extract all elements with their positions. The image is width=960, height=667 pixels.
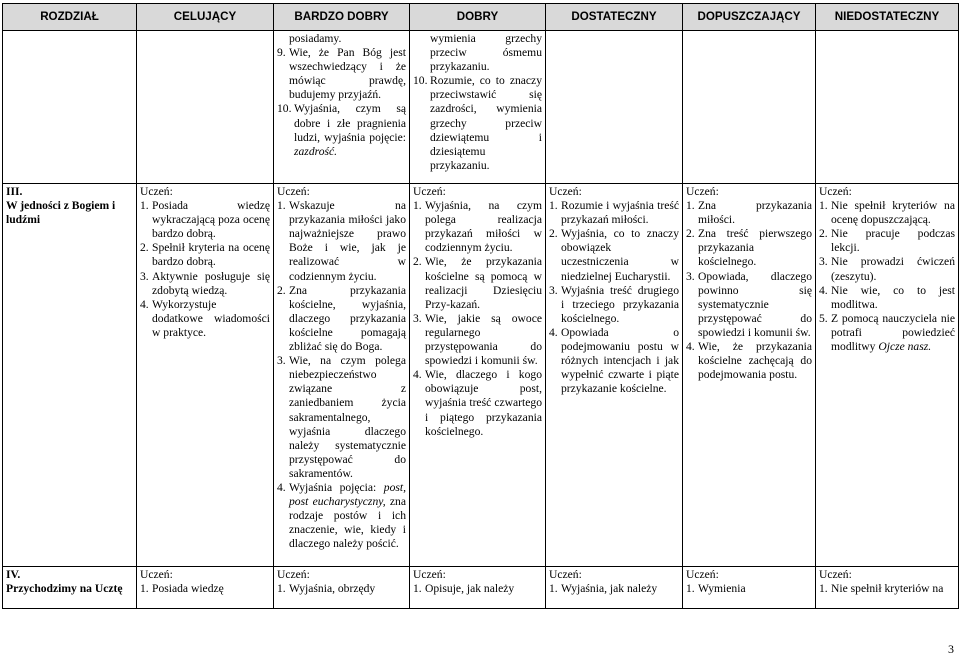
dobry-cell bbox=[410, 567, 546, 609]
header-dostateczny: DOSTATECZNY bbox=[546, 4, 683, 31]
list-item: 1. Wyjaśnia, obrzędy bbox=[277, 582, 376, 596]
cont-dopuszczajacy-cell bbox=[683, 31, 816, 184]
uczen-label: Uczeń: bbox=[277, 568, 310, 581]
section-number: III. bbox=[6, 185, 23, 198]
uczen-label: Uczeń: bbox=[549, 185, 582, 198]
list-item: 3. Wyjaśnia treść drugiego i trzeciego przykazania kościelnego. bbox=[549, 283, 679, 325]
list-item: 2. Zna przykazania kościelne, wyjaśnia, dlaczego przykazania kościelne pomagają zbliżać się do Boga. bbox=[277, 283, 406, 354]
section-number: IV. bbox=[6, 568, 21, 581]
bardzo-dobry-list bbox=[277, 199, 406, 551]
list-item: 1. Posiada wiedzę wykraczającą poza ocenę bardzo dobrą. bbox=[140, 199, 270, 241]
cont-dostateczny-cell bbox=[546, 31, 683, 184]
uczen-label: Uczeń: bbox=[819, 568, 852, 581]
uczen-label: Uczeń: bbox=[140, 185, 173, 198]
list-item: 1. Zna przykazania miłości. bbox=[686, 199, 812, 227]
uczen-label: Uczeń: bbox=[413, 185, 446, 198]
list-item: 4. Nie wie, co to jest modlitwa. bbox=[819, 283, 955, 311]
dopuszczajacy-cell bbox=[683, 567, 816, 609]
list-item: 3. Nie prowadzi ćwiczeń (zeszytu). bbox=[819, 255, 955, 283]
list-item: 5. Z pomocą nauczyciela nie potrafi powiedzieć modlitwy Ojcze nasz. bbox=[819, 311, 955, 354]
section-row-iii bbox=[3, 184, 959, 567]
uczen-label: Uczeń: bbox=[549, 568, 582, 581]
cont-celujacy-cell bbox=[137, 31, 274, 184]
list-item: 1. Wymienia bbox=[686, 582, 746, 596]
list-item: 2. Wyjaśnia, co to znaczy obowiązek uczestniczenia w niedzielnej Eucharystii. bbox=[549, 227, 679, 283]
header-rozdzial: ROZDZIAŁ bbox=[3, 4, 137, 31]
list-item: 2. Zna treść pierwszego przykazania kościelnego. bbox=[686, 227, 812, 269]
dobry-cell bbox=[410, 184, 546, 567]
celujacy-cell bbox=[137, 567, 274, 609]
list-item: 4. Opowiada o podejmowaniu postu w różnych intencjach i jak wypełnić czwarte i piąte przykazanie kościelne. bbox=[549, 325, 679, 396]
list-item: 3. Wie, na czym polega niebezpieczeństwo związane z zaniedbaniem życia sakramentalnego, wyjaśnia dlaczego należy systematycznie przystępować do sakramentów. bbox=[277, 354, 406, 480]
cont-rozdzial-cell bbox=[3, 31, 137, 184]
uczen-label: Uczeń: bbox=[686, 185, 719, 198]
list-item: 1. Wskazuje na przykazania miłości jako najważniejsze prawo Boże i wie, jak je realizować w codziennym życiu. bbox=[277, 199, 406, 283]
header-dobry: DOBRY bbox=[410, 4, 546, 31]
section-row-iv bbox=[3, 567, 959, 609]
list-item: 2. Wie, że przykazania kościelne są pomocą w realizacji Dziesięciu Przy-kazań. bbox=[413, 255, 542, 311]
dostateczny-cell bbox=[546, 184, 683, 567]
list-item: 9. Wie, że Pan Bóg jest wszechwiedzący i że mówiąc prawdę, budujemy przyjaźń. bbox=[277, 46, 406, 102]
dostateczny-list bbox=[549, 199, 679, 396]
grading-criteria-table bbox=[2, 3, 959, 609]
list-item: 3. Wie, jakie są owoce regularnego przystępowania do spowiedzi i komunii św. bbox=[413, 311, 542, 368]
dostateczny-cell bbox=[546, 567, 683, 609]
dobry-list bbox=[413, 199, 542, 439]
uczen-label: Uczeń: bbox=[819, 185, 852, 198]
list-item: 1. Rozumie i wyjaśnia treść przykazań miłości. bbox=[549, 199, 679, 227]
list-item: 4. Wie, dlaczego i kogo obowiązuje post, wyjaśnia treść czwartego i piątego przykazania kościelnego. bbox=[413, 368, 542, 438]
celujacy-cell bbox=[137, 184, 274, 567]
list-item: posiadamy. bbox=[289, 32, 342, 45]
list-item: 1. Opisuje, jak należy bbox=[413, 582, 515, 596]
uczen-label: Uczeń: bbox=[413, 568, 446, 581]
cont-dobry-cell bbox=[410, 31, 546, 184]
list-item: 1. Nie spełnił kryteriów na bbox=[819, 582, 944, 596]
cont-bardzo-dobry-cell bbox=[274, 31, 410, 184]
list-item: 1. Wyjaśnia, na czym polega realizacja przykazań miłości w codziennym życiu. bbox=[413, 199, 542, 255]
continuation-row bbox=[3, 31, 959, 184]
uczen-label: Uczeń: bbox=[140, 568, 173, 581]
bardzo-dobry-cell bbox=[274, 567, 410, 609]
cont-niedostateczny-cell bbox=[816, 31, 959, 184]
list-item: 1. Posiada wiedzę bbox=[140, 582, 224, 596]
list-item: 1. Wyjaśnia, jak należy bbox=[549, 582, 658, 596]
niedostateczny-cell bbox=[816, 184, 959, 567]
grading-table-page bbox=[2, 3, 958, 609]
list-item: 1. Nie spełnił kryteriów na ocenę dopuszczającą. bbox=[819, 199, 955, 227]
list-item: 4. Wyjaśnia pojęcia: post, post eucharystyczny, zna rodzaje postów i ich znaczenie, wie, kiedy i dlaczego należy pościć. bbox=[277, 480, 406, 551]
uczen-label: Uczeń: bbox=[277, 185, 310, 198]
list-item: 2. Nie pracuje podczas lekcji. bbox=[819, 227, 955, 255]
page-number: 3 bbox=[948, 642, 954, 656]
list-item: 10. Rozumie, co to znaczy przeciwstawić się zazdrości, wymienia grzechy przeciw dziewiątemu i dziesiątemu przykazaniu. bbox=[413, 74, 542, 172]
list-item: 3. Aktywnie posługuje się zdobytą wiedzą. bbox=[140, 269, 270, 297]
list-item: 4. Wykorzystuje dodatkowe wiadomości w praktyce. bbox=[140, 297, 270, 339]
section-title-cell bbox=[3, 184, 137, 567]
header-dopuszczajacy: DOPUSZCZAJĄCY bbox=[683, 4, 816, 31]
section-title-cell bbox=[3, 567, 137, 609]
list-item: 2. Spełnił kryteria na ocenę bardzo dobrą. bbox=[140, 241, 270, 269]
section-title: W jedności z Bogiem i ludźmi bbox=[6, 199, 116, 227]
list-item: 4. Wie, że przykazania kościelne zachęcają do podejmowania postu. bbox=[686, 340, 812, 382]
uczen-label: Uczeń: bbox=[686, 568, 719, 581]
list-item: wymienia grzechy przeciw ósmemu przykazaniu. bbox=[430, 32, 542, 74]
celujacy-list bbox=[140, 199, 270, 340]
header-row bbox=[3, 4, 959, 31]
list-item: 10. Wyjaśnia, czym są dobre i złe pragnienia ludzi, wyjaśnia pojęcie: zazdrość. bbox=[277, 102, 406, 158]
bardzo-dobry-cell bbox=[274, 184, 410, 567]
niedostateczny-cell bbox=[816, 567, 959, 609]
niedostateczny-list bbox=[819, 199, 955, 354]
list-item: 3. Opowiada, dlaczego powinno się systematycznie przystępować do spowiedzi i komunii św. bbox=[686, 269, 812, 339]
header-bardzo-dobry: BARDZO DOBRY bbox=[274, 4, 410, 31]
header-celujacy: CELUJĄCY bbox=[137, 4, 274, 31]
dopuszczajacy-cell bbox=[683, 184, 816, 567]
header-niedostateczny: NIEDOSTATECZNY bbox=[816, 4, 959, 31]
dopuszczajacy-list bbox=[686, 199, 812, 382]
section-title: Przychodzimy na Ucztę bbox=[6, 582, 123, 596]
